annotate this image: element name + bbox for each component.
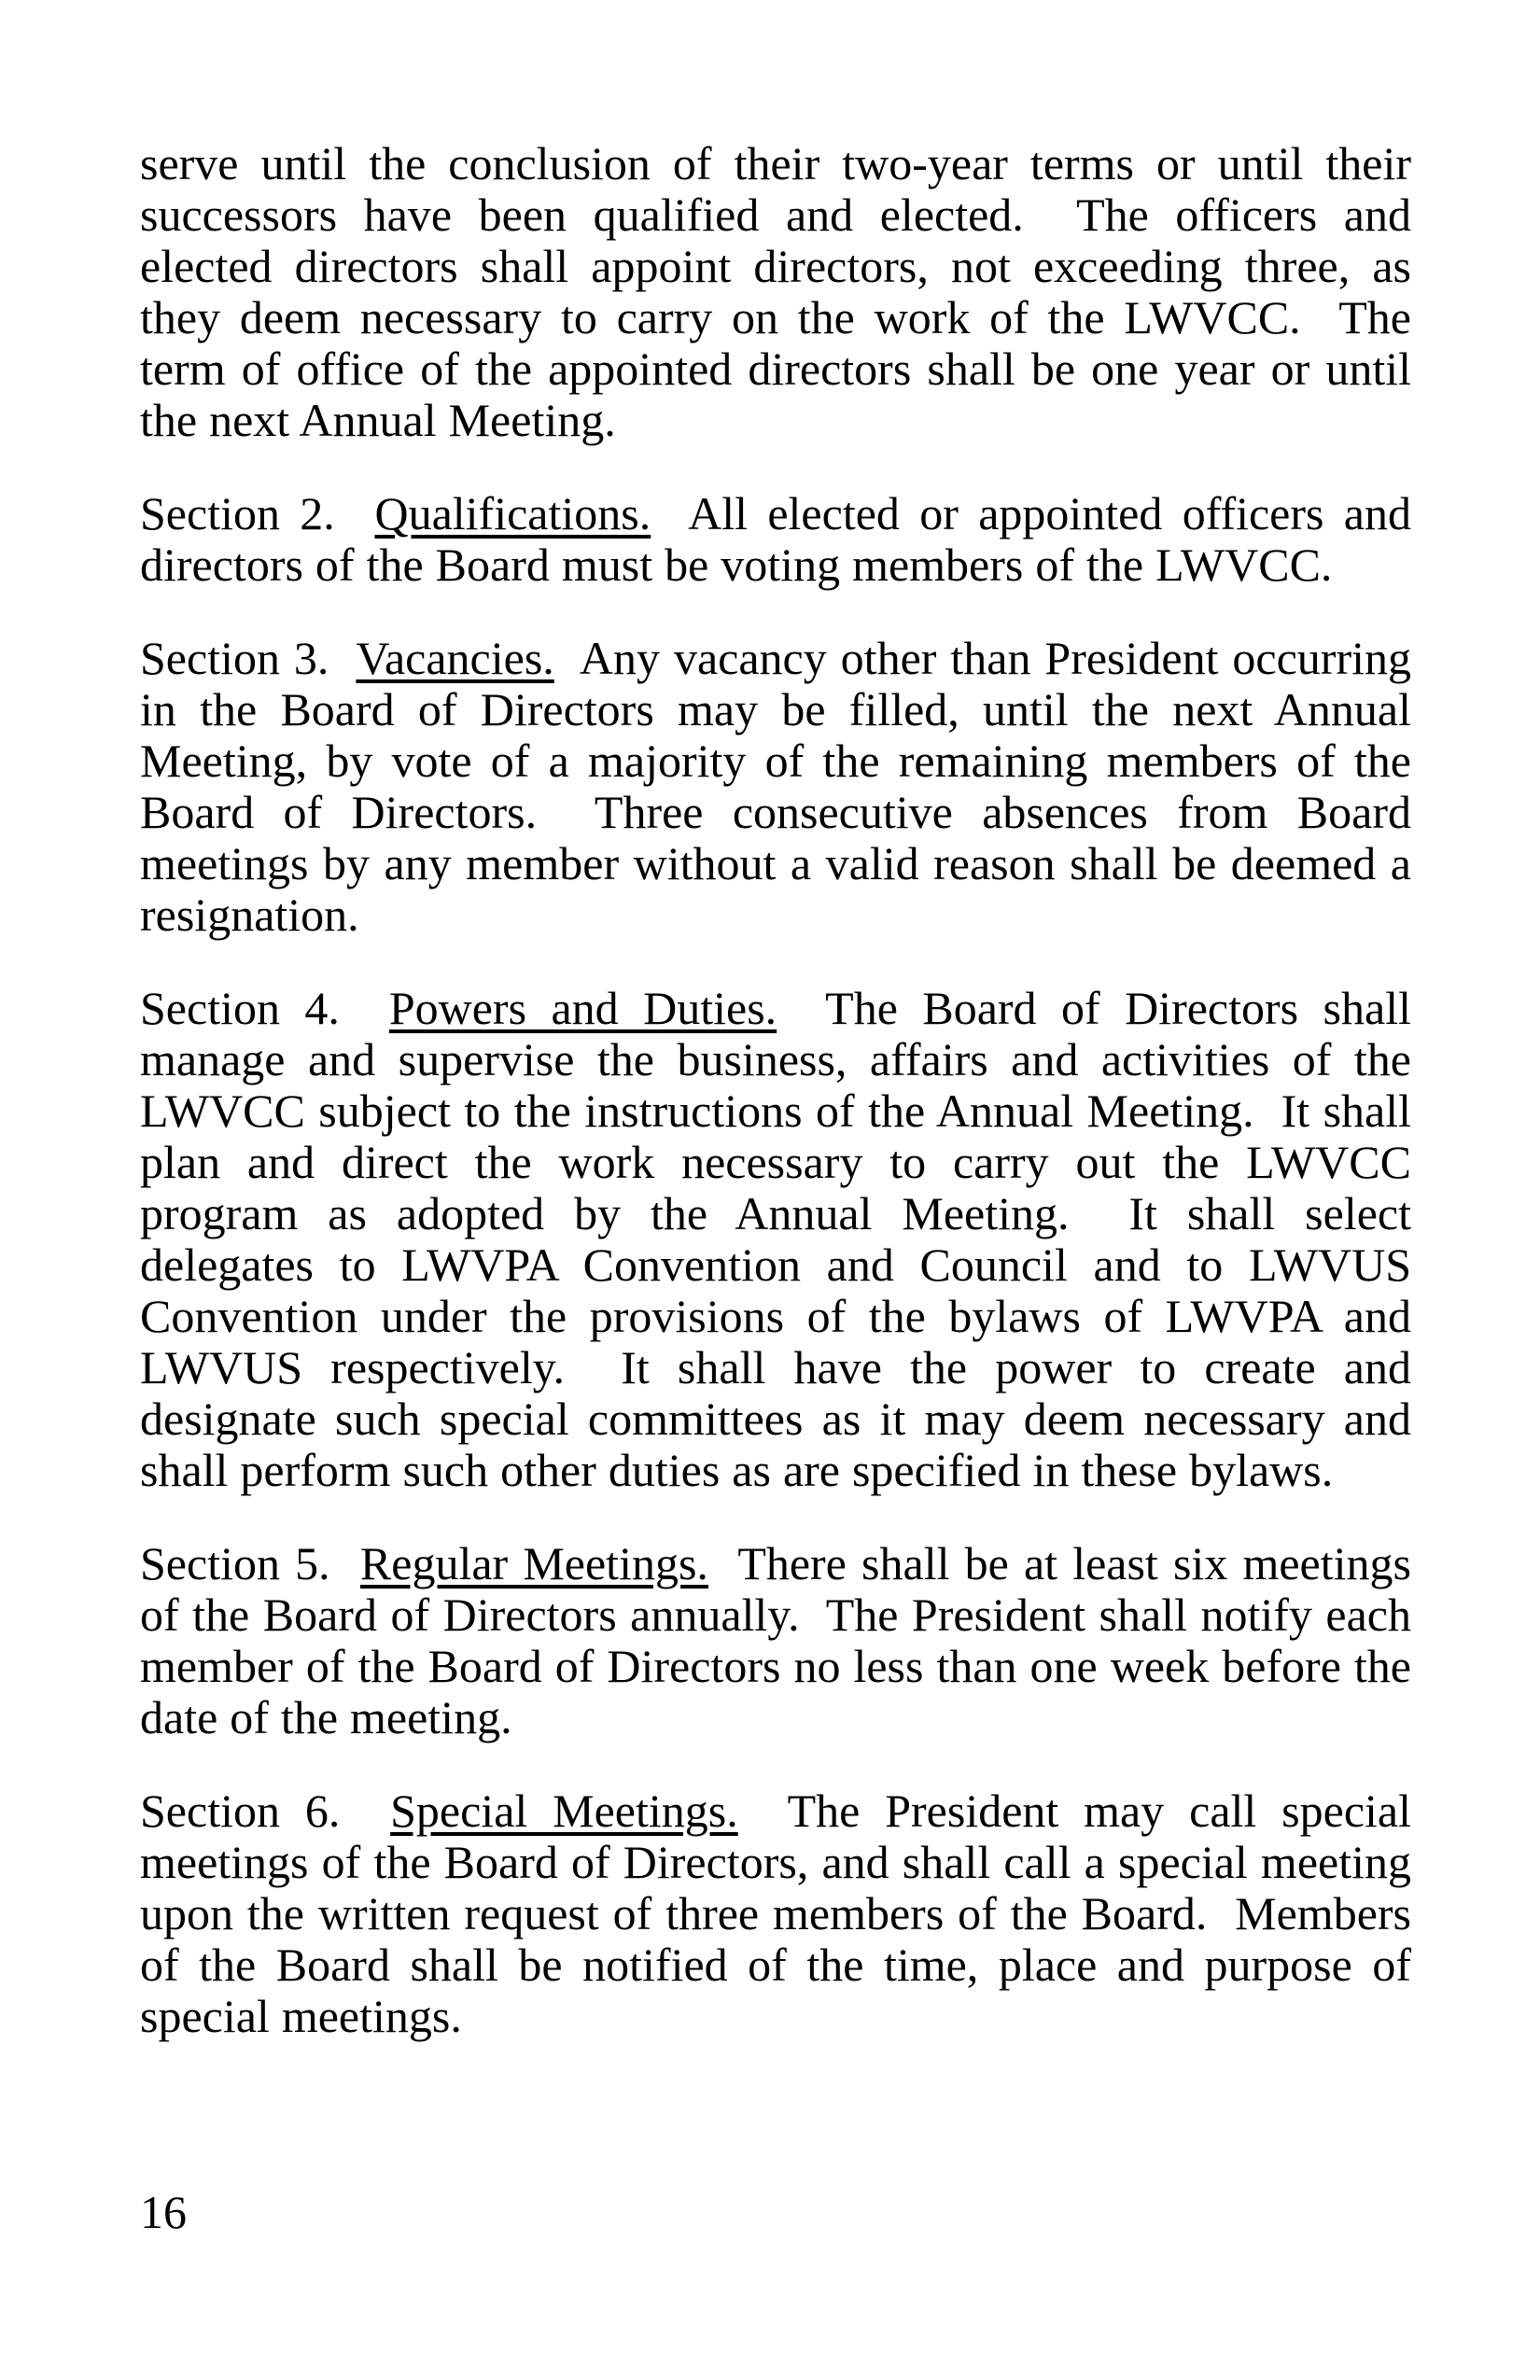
paragraph [140,1785,1411,2042]
paragraph [140,1538,1411,1743]
section-heading: Qualifications. [374,487,651,539]
section-label: Section 2. [140,487,375,539]
paragraph [140,488,1411,591]
section-heading: Regular Meetings. [359,1537,708,1589]
section-heading: Vacancies. [356,632,554,684]
paragraph-text: All elected or appointed officers and directors of the Board must be voting members of the LWVCC. [140,487,1411,591]
paragraph-text: serve until the conclusion of their two-year terms or until their successors have been qualified and elected. The officers and elected directors shall appoint directors, not exceeding three, as they deem necessary to carry on the work of the LWVCC. The term of office of the appointed directors shall be one year or until the next Annual Meeting. [140,137,1411,446]
paragraph-text: The Board of Directors shall manage and supervise the business, affairs and activities of the LWVCC subject to the instructions of the Annual Meeting. It shall plan and direct the work necessary to carry out the LWVCC program as adopted by the Annual Meeting. It shall select delegates to LWVPA Convention and Council and to LWVUS Convention under the provisions of the bylaws of LWVPA and LWVUS respectively. It shall have the power to create and designate such special committees as it may deem necessary and shall perform such other duties as are specified in these bylaws. [140,982,1411,1496]
section-heading: Special Meetings. [390,1785,738,1837]
paragraphs [140,138,1411,2042]
section-label: Section 3. [140,632,357,684]
paragraph [140,983,1411,1496]
section-label: Section 4. [140,982,389,1034]
section-heading: Powers and Duties. [388,982,777,1034]
paragraph [140,138,1411,446]
page-number: 16 [140,2186,187,2238]
paragraph-text: There shall be at least six meetings of the Board of Directors annually. The President shall notify each member of the Board of Directors no less than one week before the date of the meeting. [140,1537,1411,1743]
paragraph-text: The President may call special meetings of the Board of Directors, and shall call a special meeting upon the written request of three members of the Board. Members of the Board shall be notified of the time, place and purpose of special meetings. [140,1785,1411,2042]
paragraph-text: Any vacancy other than President occurring in the Board of Directors may be filled, until the next Annual Meeting, by vote of a majority of the remaining members of the Board of Directors. Three consecutive absences from Board meetings by any member without a valid reason shall be deemed a resignation. [140,632,1411,941]
section-label: Section 6. [140,1785,391,1837]
paragraph [140,633,1411,941]
section-label: Section 5. [140,1537,360,1589]
